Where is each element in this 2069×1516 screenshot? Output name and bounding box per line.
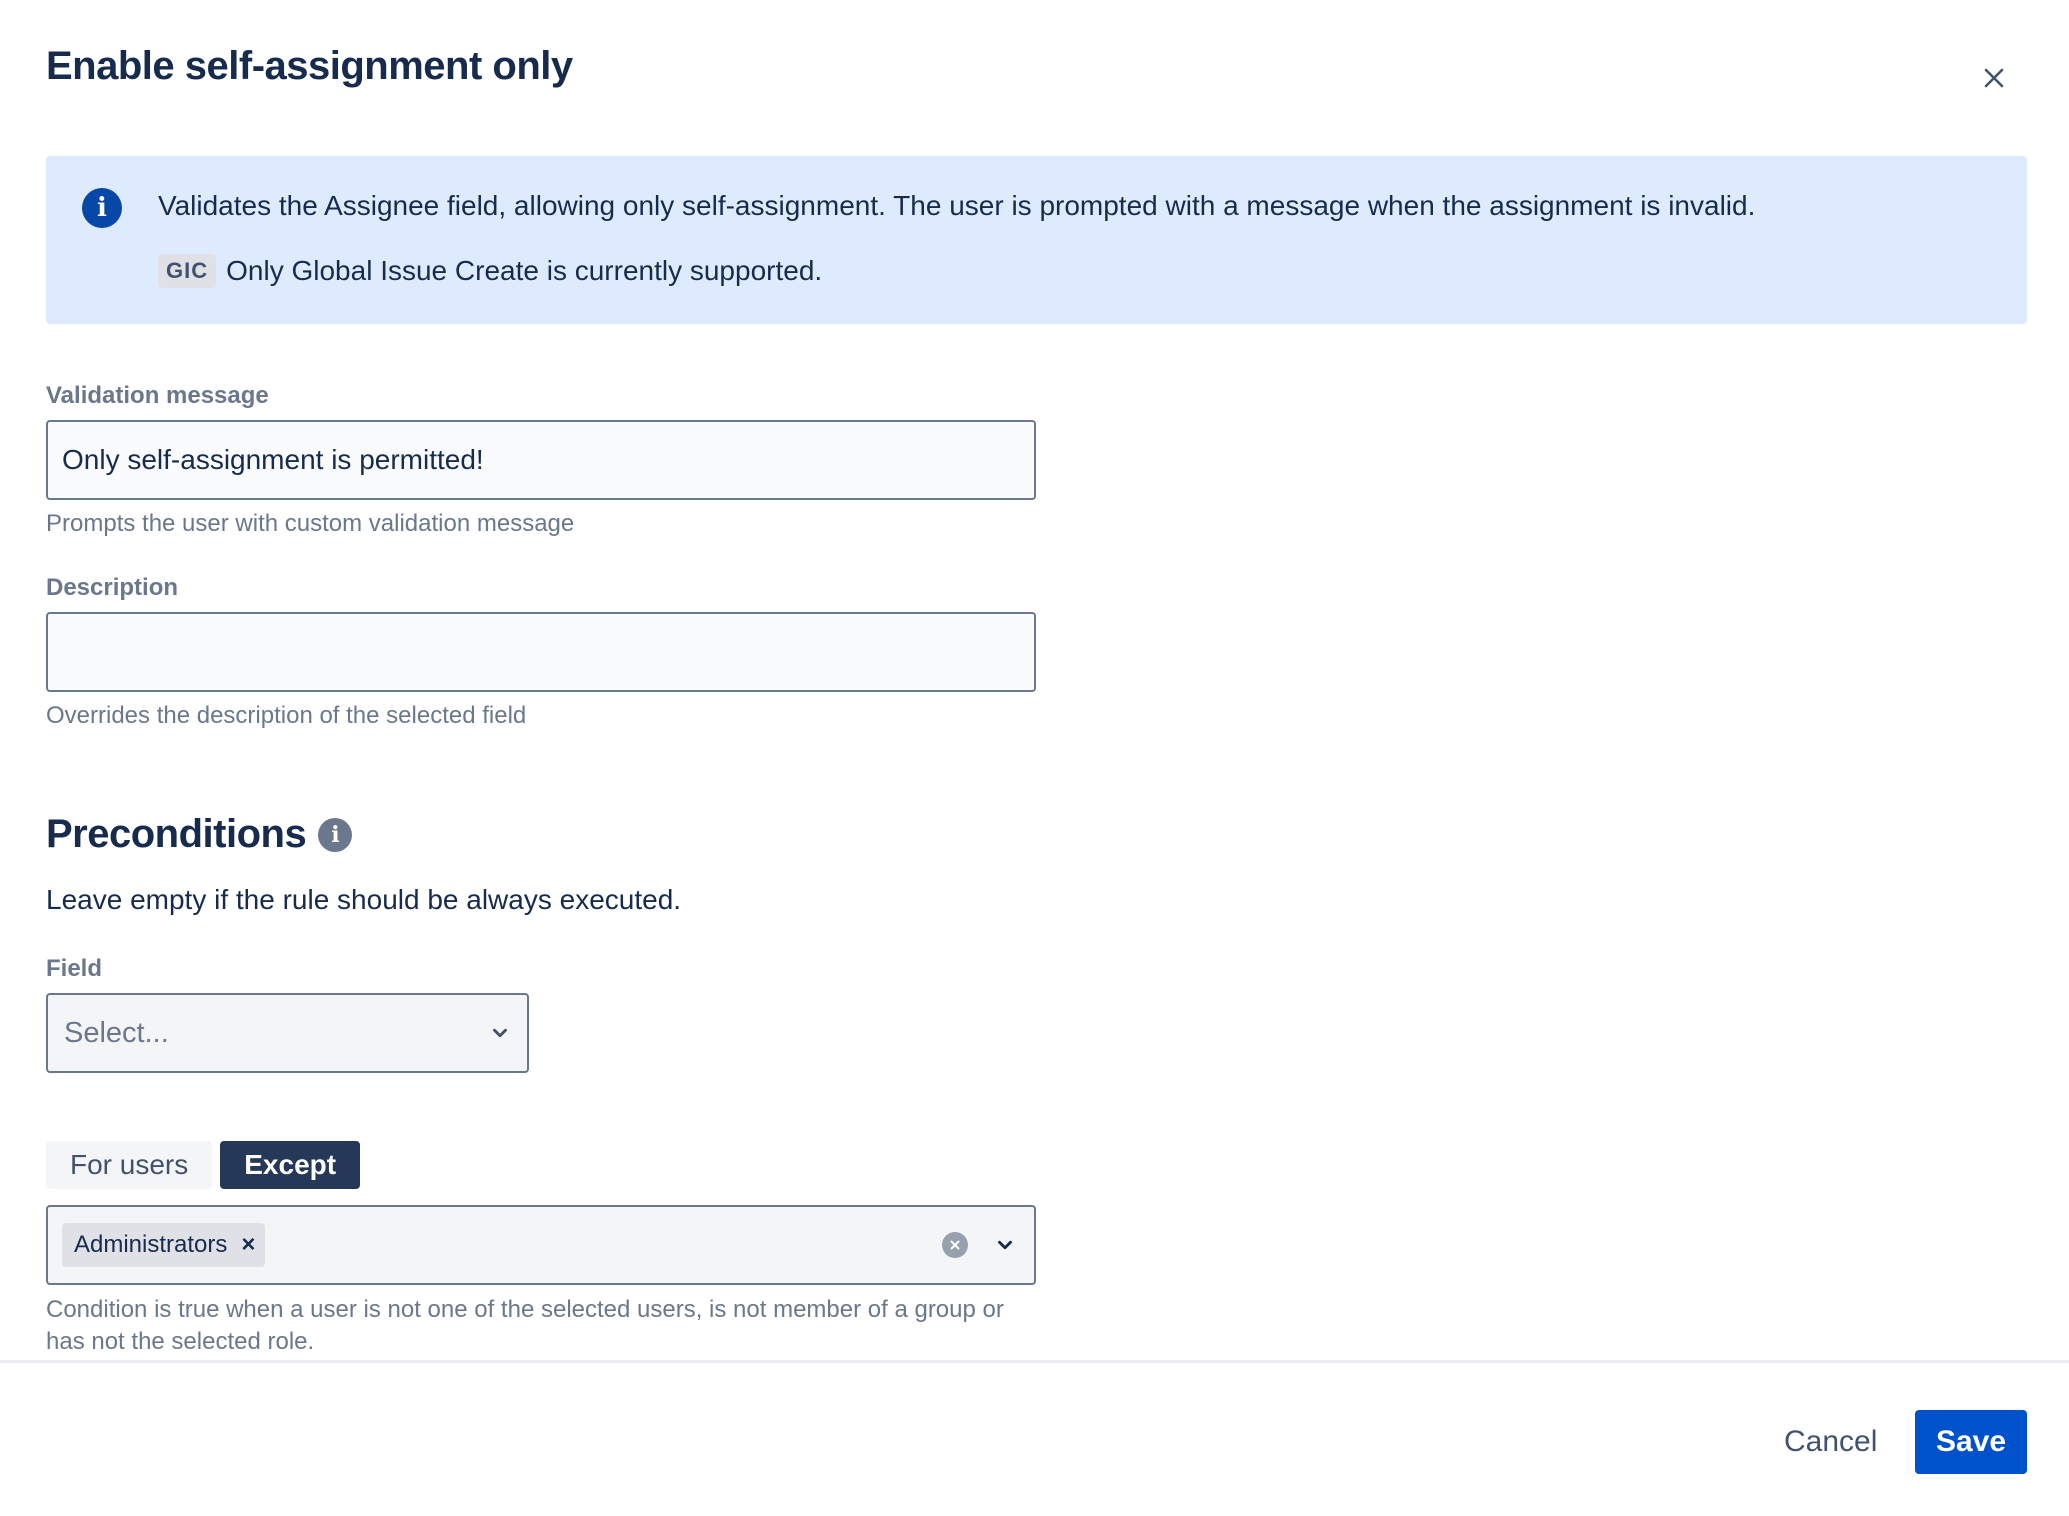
validation-message-input[interactable]: Only self-assignment is permitted!: [46, 420, 1036, 500]
footer-divider: [0, 1360, 2069, 1363]
close-button[interactable]: [1972, 56, 2016, 100]
field-label: Field: [46, 955, 103, 982]
except-toggle[interactable]: Except: [220, 1141, 360, 1189]
field-select[interactable]: [46, 993, 529, 1073]
close-icon: [1982, 66, 2006, 90]
for-users-toggle[interactable]: For users: [46, 1141, 212, 1189]
info-note: [158, 254, 822, 288]
chevron-down-icon: [489, 1022, 511, 1044]
chevron-down-icon[interactable]: [990, 1234, 1020, 1256]
save-button[interactable]: Save: [1915, 1410, 2027, 1474]
info-panel: [46, 156, 2027, 324]
validation-message-helper: Prompts the user with custom validation message: [46, 510, 575, 537]
gic-badge: GIC: [158, 254, 216, 288]
info-icon[interactable]: i: [318, 818, 352, 852]
preconditions-heading: [46, 812, 352, 857]
clear-icon[interactable]: [942, 1232, 968, 1258]
info-note-text: Only Global Issue Create is currently supported.: [226, 255, 823, 286]
selected-tag: [62, 1223, 265, 1267]
field-select-placeholder: Select...: [64, 1016, 169, 1049]
cancel-button[interactable]: Cancel: [1762, 1410, 1899, 1474]
description-helper: Overrides the description of the selected field: [46, 702, 527, 729]
dialog-title: Enable self-assignment only: [46, 44, 573, 88]
user-condition-toggle: [46, 1141, 360, 1189]
users-condition-helper: Condition is true when a user is not one of the selected users, is not member of a group or has not the selected role.: [46, 1296, 1004, 1355]
preconditions-description: Leave empty if the rule should be always executed.: [46, 884, 682, 915]
tag-label: Administrators: [74, 1231, 228, 1258]
validation-message-label: Validation message: [46, 382, 269, 409]
description-input[interactable]: [46, 612, 1036, 692]
preconditions-title: Preconditions: [46, 812, 307, 856]
description-label: Description: [46, 574, 179, 601]
users-multi-select[interactable]: [46, 1205, 1036, 1285]
remove-tag-icon[interactable]: ×: [241, 1231, 256, 1258]
info-message: Validates the Assignee field, allowing only self-assignment. The user is prompted with a message when the assignment is invalid.: [158, 190, 1756, 221]
info-icon: i: [82, 188, 122, 228]
